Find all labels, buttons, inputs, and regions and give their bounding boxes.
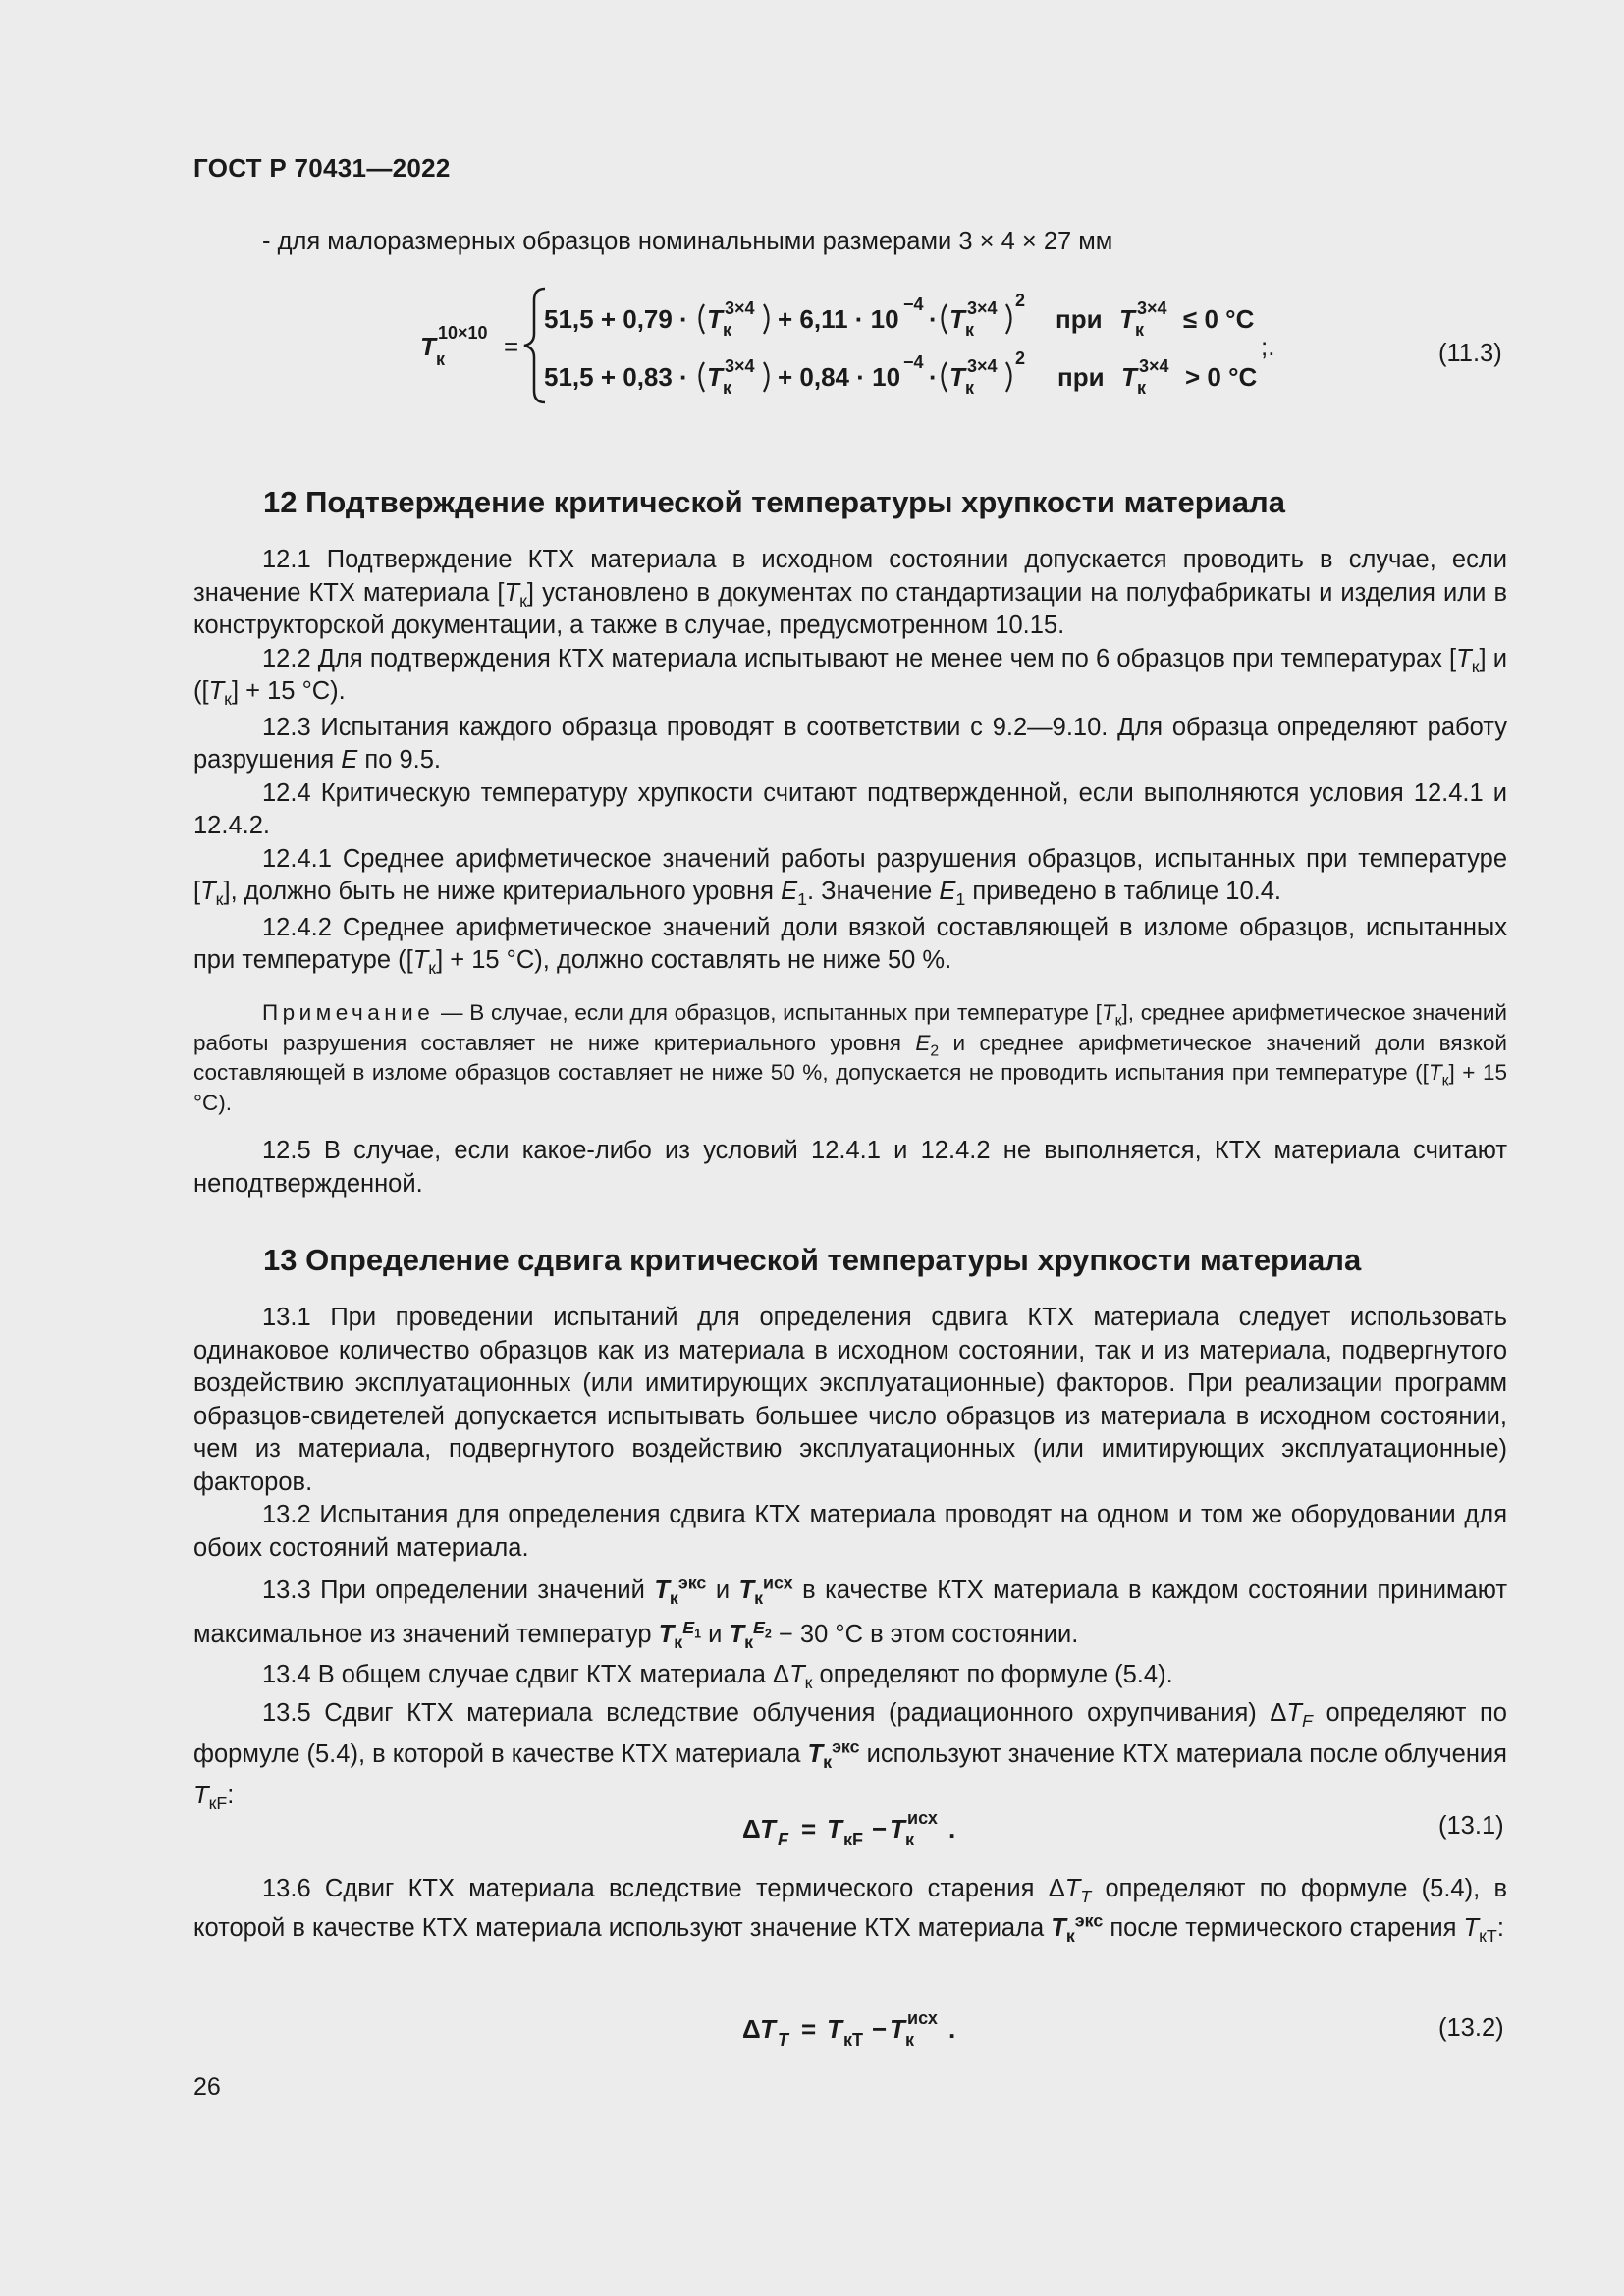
svg-text:T: T <box>778 2030 788 2050</box>
lhs-T: T <box>420 332 436 361</box>
para-12-3: 12.3 Испытания каждого образца проводят в соответствии с 9.2—9.10. Для образца определяют работу разрушения E по 9.5. <box>193 713 1507 774</box>
para-12-5: 12.5 В случае, если какое-либо из условий 12.4.1 и 12.4.2 не выполняется, КТХ материала считают неподтвержденной. <box>193 1137 1507 1198</box>
row1-a: 51,5 + 0,79 · <box>544 304 688 334</box>
formula-number-13-1: (13.1) <box>1438 1812 1504 1840</box>
formula-13-2 <box>736 2004 992 2054</box>
svg-text:исх: исх <box>907 1808 938 1828</box>
svg-text:исх: исх <box>907 2008 938 2028</box>
svg-text:к: к <box>1137 378 1147 398</box>
formula-tail: ;. <box>1261 332 1275 361</box>
svg-text:к: к <box>723 378 732 398</box>
svg-text:F: F <box>778 1830 788 1849</box>
svg-text:=: = <box>801 2014 817 2044</box>
svg-text:к: к <box>1135 320 1145 340</box>
para-12-1: 12.1 Подтверждение КТХ материала в исходном состоянии допускается проводить в случае, если значение КТХ материала $[T_к]$ установлено в документах по стандартизации на полуфабрикаты и изделия или в конструкторской документации, а также в случае, предусмотренном 10.15. <box>193 546 1507 639</box>
para-12-4: 12.4 Критическую температуру хрупкости считают подтвержденной, если выполняются условия 12.4.1 и 12.4.2. <box>193 778 1507 839</box>
svg-text:T: T <box>827 2014 842 2044</box>
section-13-body <box>193 1302 1507 1565</box>
row2-b: + 0,84 · 10 <box>778 362 901 392</box>
row2-a: 51,5 + 0,83 · <box>544 362 688 392</box>
para-12-4-1: 12.4.1 Среднее арифметическое значений работы разрушения образцов, испытанных при температуре $[T_к]$, должно быть не ниже критериального уровня $E_1$. Значение $E_1$ приведено в таблице 10.4. <box>193 844 1507 910</box>
section-12-heading: 12 Подтверждение критической температуры хрупкости материала <box>263 485 1285 519</box>
svg-text:·: · <box>929 304 938 334</box>
formula-11-3 <box>412 277 1296 414</box>
document-header: ГОСТ Р 70431—2022 <box>193 153 451 183</box>
note-12: Примечание — В случае, если для образцов, испытанных при температуре $[T_к]$, среднее арифметическое значений работы разрушения составляет не ниже критериального уровня $E_2$ и среднее арифметическое значений доли вязкой составляющей в изломе образцов составляет не ниже 50 %, допускается не проводить испытания при температуре ($[T_к] + 15$ °C). <box>193 1000 1507 1115</box>
svg-text:T: T <box>760 1814 776 1843</box>
para-12-5-block <box>193 1135 1507 1201</box>
row1-t-sup: 3×4 <box>725 298 755 318</box>
svg-text:T: T <box>1121 362 1137 392</box>
intro-line: - для малоразмерных образцов номинальными размерами 3 × 4 × 27 мм <box>262 228 1113 255</box>
para-13-1: 13.1 При проведении испытаний для определения сдвига КТХ материала следует использовать одинаковое количество образцов как из материала в исходном состоянии, так и из материала, подвергнутого воздействию эксплуатационных (или имитирующих эксплуатационные) факторов. При реализации программ образцов-свидетелей допускается испытывать большее число образцов из материала в исходном состоянии, чем из материала, подвергнутого воздействию эксплуатационных (или имитирующих эксплуатационные) факторов. <box>193 1304 1507 1496</box>
svg-text:T: T <box>760 2014 776 2044</box>
para-13-3: 13.3 При определении значений $T_к^{экс}$ и $T_к^{исх}$ в качестве КТХ материала в каждом состоянии принимают максимальное из значений температур $T_к^{E_1}$ и $T_к^{E_2} - 30$ °C в этом состоянии. <box>193 1573 1507 1653</box>
svg-text:к: к <box>905 2030 915 2050</box>
svg-text:2: 2 <box>1015 291 1026 310</box>
section-13-heading: 13 Определение сдвига критической температуры хрупкости материала <box>263 1243 1362 1277</box>
svg-text:к: к <box>905 1830 915 1849</box>
note-label: Примечание <box>262 1000 435 1025</box>
formula-number-13-2: (13.2) <box>1438 2014 1504 2042</box>
row2-exp: −4 <box>903 352 924 372</box>
row2-t-sup: 3×4 <box>725 356 755 376</box>
svg-text:−: − <box>872 2014 888 2044</box>
svg-text:T: T <box>949 304 965 334</box>
svg-text:T: T <box>890 1814 905 1843</box>
svg-text:T: T <box>949 362 965 392</box>
para-13-6-block <box>193 1869 1507 1948</box>
para-12-4-2: 12.4.2 Среднее арифметическое значений доли вязкой составляющей в изломе образцов, испытанных при температуре ($[T_к] + 15$ °C), должно составлять не ниже 50 %. <box>193 913 1507 979</box>
svg-text:к: к <box>965 378 975 398</box>
formula-13-1 <box>736 1804 992 1853</box>
svg-text:2: 2 <box>1015 348 1026 368</box>
svg-text:T: T <box>827 1814 842 1843</box>
para-13-5-block <box>193 1692 1507 1816</box>
svg-text:3×4: 3×4 <box>1139 356 1169 376</box>
formula-number-11-3: (11.3) <box>1438 340 1502 367</box>
para-13-4-block <box>193 1659 1507 1692</box>
row1-cond-op: ≤ 0 °C <box>1183 304 1255 334</box>
svg-text:.: . <box>948 2014 956 2044</box>
row1-exp: −4 <box>903 294 924 314</box>
svg-text:−: − <box>872 1814 888 1843</box>
svg-text:.: . <box>948 1814 956 1843</box>
row1-cond: при <box>1056 304 1103 334</box>
row1-b: + 6,11 · 10 <box>778 304 899 334</box>
para-13-5: 13.5 Сдвиг КТХ материала вследствие облучения (радиационного охрупчивания) $\Delta T_F$ определяют по формуле (5.4), в которой в качестве КТХ материала $T_к^{экс}$ используют значение КТХ материала после облучения $T_{кF}$: <box>193 1699 1507 1814</box>
svg-text:·: · <box>929 362 938 392</box>
row2-cond: при <box>1057 362 1105 392</box>
svg-text:к: к <box>965 320 975 340</box>
svg-text:кT: кT <box>843 2030 864 2050</box>
svg-text:3×4: 3×4 <box>1137 298 1167 318</box>
svg-text:Δ: Δ <box>742 1814 761 1843</box>
svg-text:T: T <box>890 2014 905 2044</box>
lhs-sup: 10×10 <box>438 323 488 343</box>
lhs-sub: к <box>436 349 446 369</box>
row2-cond-op: > 0 °C <box>1185 362 1258 392</box>
svg-text:T: T <box>1119 304 1135 334</box>
svg-text:3×4: 3×4 <box>967 298 998 318</box>
svg-text:=: = <box>801 1814 817 1843</box>
lhs-eq: = <box>504 332 519 361</box>
para-12-2: 12.2 Для подтверждения КТХ материала испытывают не менее чем по 6 образцов при температурах $[T_к]$ и ($[T_к] + 15$ °C). <box>193 644 1507 710</box>
svg-text:T: T <box>707 304 723 334</box>
para-13-2: 13.2 Испытания для определения сдвига КТХ материала проводят на одном и том же оборудовании для обоих состояний материала. <box>193 1501 1507 1562</box>
para-13-6: 13.6 Сдвиг КТХ материала вследствие термического старения $\Delta T_T$ определяют по формуле (5.4), в которой в качестве КТХ материала используют значение КТХ материала $T_к^{экс}$ после термического старения $T_{кT}$: <box>193 1875 1507 1947</box>
section-12-body <box>193 544 1507 978</box>
svg-text:кF: кF <box>843 1830 864 1849</box>
svg-text:T: T <box>707 362 723 392</box>
para-13-4: 13.4 В общем случае сдвиг КТХ материала $\Delta T_к$ определяют по формуле (5.4). <box>262 1661 1173 1693</box>
page-number: 26 <box>193 2073 221 2101</box>
para-13-3-block <box>193 1569 1507 1657</box>
svg-text:Δ: Δ <box>742 2014 761 2044</box>
svg-text:к: к <box>723 320 732 340</box>
svg-text:3×4: 3×4 <box>967 356 998 376</box>
